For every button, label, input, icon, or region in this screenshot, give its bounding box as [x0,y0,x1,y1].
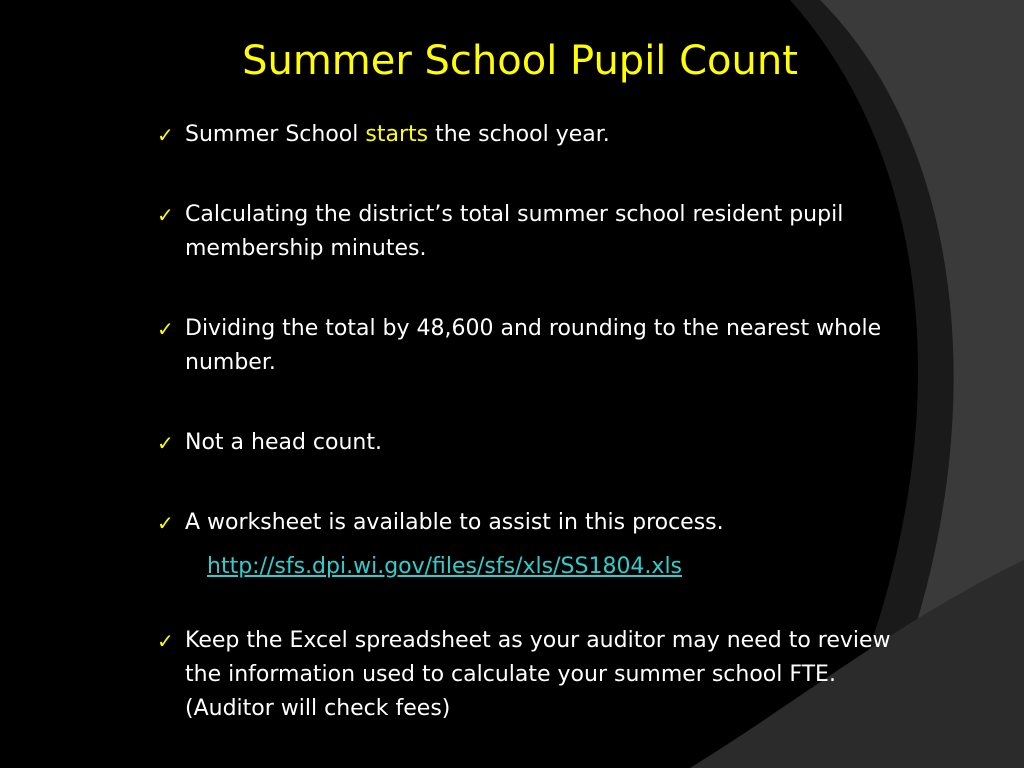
bullet-text: Dividing the total by 48,600 and rounding to the nearest whole number. [185,316,882,375]
bullet-text: the school year. [428,122,610,147]
check-icon: ✓ [157,431,174,455]
bullet-text: Not a head count. [185,430,382,455]
check-icon: ✓ [157,629,174,653]
check-icon: ✓ [157,511,174,535]
bullet-text: Calculating the district’s total summer school resident pupil membership minutes. [185,202,844,261]
bullet-item-2 [157,198,917,266]
bullet-text: Summer School [185,122,366,147]
bullet-text: A worksheet is available to assist in this process. [185,510,724,535]
check-icon: ✓ [157,123,174,147]
bullet-item-6 [157,624,917,726]
bullet-text: Keep the Excel spreadsheet as your auditor may need to review the information used to calculate your summer school FTE. (Auditor will check fees) [185,628,891,721]
bullet-list [157,118,917,726]
slide-title: Summer School Pupil Count [242,38,798,84]
check-icon: ✓ [157,203,174,227]
check-icon: ✓ [157,317,174,341]
bullet-item-4 [157,426,917,460]
bullet-highlight: starts [365,122,429,147]
worksheet-link[interactable]: http://sfs.dpi.wi.gov/files/sfs/xls/SS1804.xls [207,554,683,579]
bullet-item-1 [157,118,917,152]
bullet-item-5 [157,506,917,584]
bullet-item-3 [157,312,917,380]
